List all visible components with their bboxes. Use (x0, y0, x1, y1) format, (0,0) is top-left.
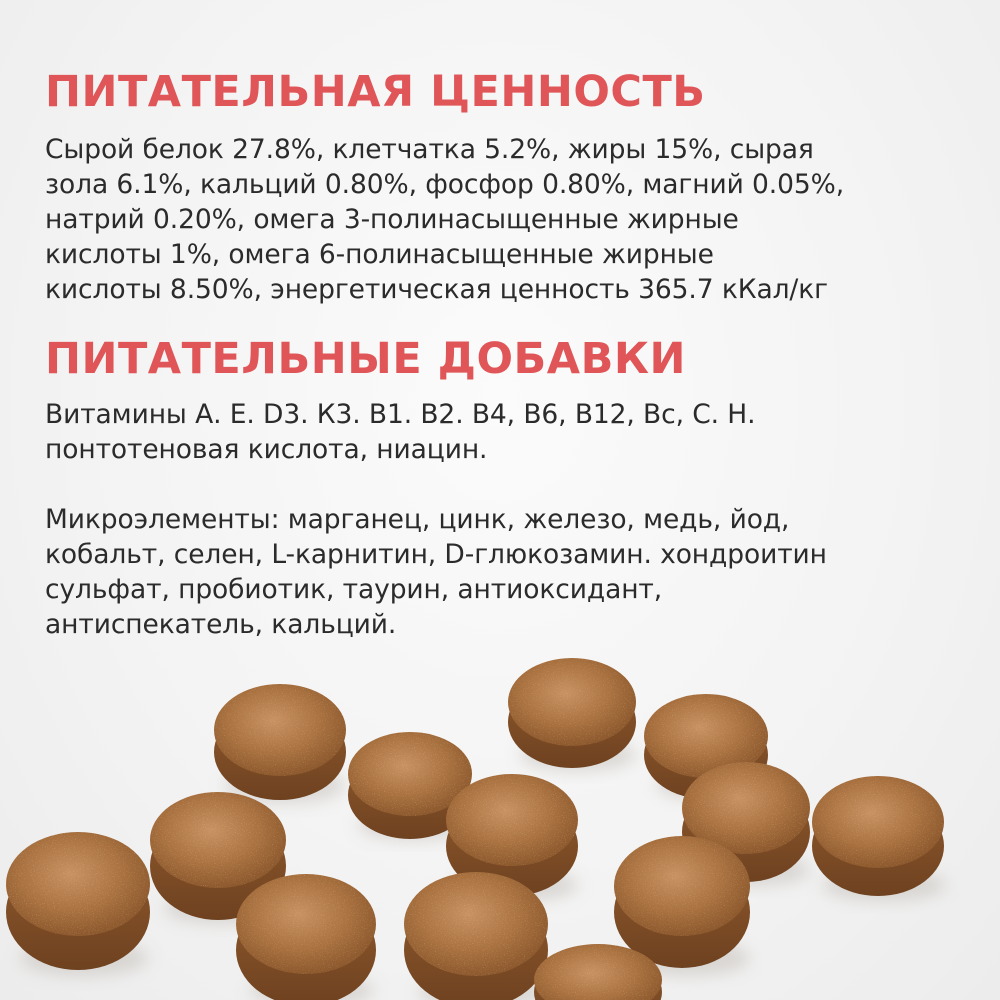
kibble-piece (236, 874, 376, 1000)
kibble-piece (404, 872, 548, 1000)
nutritional-value-text: Сырой белок 27.8%, клетчатка 5.2%, жиры 15%, сырая зола 6.1%, кальций 0.80%, фосфор 0.80%, магний 0.05%, натрий 0.20%, омега 3-полинасыщенные жирные кислоты 1%, омега 6-полинасыщенные жирные кислоты 8.50%, энергетическая ценность 365.7 кКал/кг (45, 134, 845, 305)
kibble-piece (6, 832, 150, 976)
kibble-piece (812, 776, 946, 901)
kibble-piece (508, 658, 636, 771)
content (45, 66, 945, 642)
kibble-photo (0, 640, 1000, 1000)
kibble-piece (214, 684, 346, 803)
nutritional-value-heading: ПИТАТЕЛЬНАЯ ЦЕННОСТЬ (45, 67, 706, 117)
additives-heading: ПИТАТЕЛЬНЫЕ ДОБАВКИ (45, 334, 686, 384)
microelements-text: Микроэлементы: марганец, цинк, железо, медь, йод, кобальт, селен, L-карнитин, D-глюкозамин. хондроитин сульфат, пробиотик, таурин, антиоксидант, антиспекатель, кальций. (45, 504, 827, 640)
vitamins-text: Витамины А. Е. D3. К3. В1. В2. В4, В6, В12, Вс, С. Н. понтотеновая кислота, ниацин. (45, 399, 756, 465)
